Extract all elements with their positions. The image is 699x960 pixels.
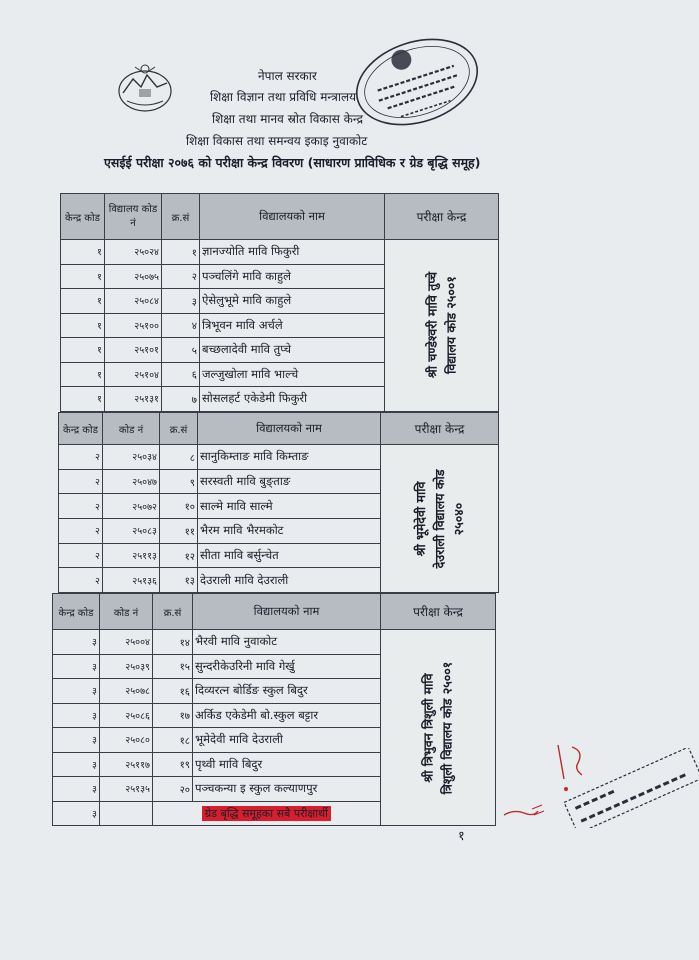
school-code-cell: २५००४ (100, 630, 153, 655)
serial-cell: ११ (160, 519, 198, 544)
serial-cell: १३ (160, 568, 198, 593)
center-code-cell: ३ (53, 752, 100, 777)
col-header-exam-center: परीक्षा केन्द्र (381, 413, 499, 445)
government-emblem-icon (113, 61, 177, 113)
col-header-school-name: विद्यालयको नाम (198, 413, 381, 445)
school-code-cell: २५०३४ (103, 445, 160, 470)
serial-cell: १८ (153, 728, 193, 753)
center-code-cell: २ (59, 445, 103, 470)
center-code-cell: ३ (53, 630, 100, 655)
school-name-cell: भैरवी मावि नुवाकोट (193, 630, 381, 655)
col-header-school-code: कोड नं (103, 413, 160, 445)
center-code-cell: ३ (53, 654, 100, 679)
school-code-cell: २५०३९ (100, 654, 153, 679)
page-number: १ (458, 829, 465, 844)
school-code-cell: २५०२४ (105, 240, 162, 265)
school-code-cell: २५०४७ (103, 469, 160, 494)
school-name-cell: सुन्दरीकेउरिनी मावि गेर्खु (193, 654, 381, 679)
center-code-cell: १ (61, 240, 105, 265)
exam-center-code: विद्यालय कोड २५००१ (442, 276, 458, 375)
school-code-cell: २५१३६ (103, 568, 160, 593)
serial-cell: १९ (153, 752, 193, 777)
serial-cell: १२ (160, 543, 198, 568)
serial-cell: १ (162, 240, 200, 265)
school-code-cell: २५०८० (100, 728, 153, 753)
exam-center-cell (385, 240, 499, 412)
center-code-cell: १ (61, 338, 105, 363)
school-name-cell: पृथ्वी मावि बिदुर (193, 752, 381, 777)
center-code-cell: १ (61, 362, 105, 387)
school-name-cell: ज्ञानज्योति मावि फिकुरी (200, 240, 385, 265)
serial-cell: ३ (162, 289, 200, 314)
col-header-center-code: केन्द्र कोड (53, 594, 100, 630)
school-name-cell: भैरम मावि भैरमकोट (198, 519, 381, 544)
school-code-cell: २५०७५ (105, 264, 162, 289)
col-header-serial: क्र.सं (162, 194, 200, 240)
serial-cell: १५ (153, 654, 193, 679)
serial-cell: ९ (160, 469, 198, 494)
document-title: एसईई परीक्षा २०७६ को परीक्षा केन्द्र विवरण (साधारण प्राविधिक र ग्रेड बृद्धि समूह) (104, 155, 481, 170)
exam-center-name-2: देउराली विद्यालय कोड (431, 469, 447, 568)
school-code-cell: २५०७२ (103, 494, 160, 519)
serial-cell: २ (162, 264, 200, 289)
header-unit: शिक्षा विकास तथा समन्वय इकाइ नुवाकोट (186, 134, 368, 148)
table-row (61, 240, 499, 265)
center-code-cell: १ (61, 289, 105, 314)
center-code-cell: २ (59, 519, 103, 544)
center-code-cell: १ (61, 387, 105, 412)
center-code-cell: ३ (53, 703, 100, 728)
header-government: नेपाल सरकार (258, 69, 317, 83)
school-name-cell: पञ्चलिंगे मावि काहुले (200, 264, 385, 289)
signatory-stamp-icon (556, 748, 699, 828)
school-code-cell: २५१३५ (100, 777, 153, 802)
exam-center-table-3 (52, 593, 496, 826)
school-name-cell: देउराली मावि देउराली (198, 568, 381, 593)
school-code-cell: २५०८३ (103, 519, 160, 544)
school-name-cell: सरस्वती मावि बुङ्ताङ (198, 469, 381, 494)
center-code-cell: २ (59, 494, 103, 519)
serial-cell: २० (153, 777, 193, 802)
school-name-cell: सीता मावि बर्सुन्चेत (198, 543, 381, 568)
exam-center-name: श्री भूमेदेवी मावि (412, 481, 428, 556)
col-header-serial: क्र.सं (153, 594, 193, 630)
center-code-cell: २ (59, 543, 103, 568)
exam-center-table-2 (58, 412, 499, 593)
serial-cell: १६ (153, 679, 193, 704)
center-code-cell: ३ (53, 801, 100, 826)
school-name-cell: अर्किड एकेडेमी बो.स्कुल बट्टार (193, 703, 381, 728)
exam-center-name: श्री चण्डेश्वरी मावि तुप्चे (423, 272, 439, 379)
exam-center-cell (381, 630, 496, 826)
school-code-cell: २५११७ (100, 752, 153, 777)
col-header-exam-center: परीक्षा केन्द्र (381, 594, 496, 630)
col-header-serial: क्र.सं (160, 413, 198, 445)
exam-center-name: श्री त्रिभुवन त्रिशुली मावि (420, 672, 436, 783)
school-code-cell: २५०८६ (100, 703, 153, 728)
school-name-cell: ऐसेलुभूमे मावि काहुले (200, 289, 385, 314)
school-code-cell: २५०७८ (100, 679, 153, 704)
school-name-cell: भूमेदेवी मावि देउराली (193, 728, 381, 753)
center-code-cell: ३ (53, 728, 100, 753)
school-name-cell: सोसलहर्ट एकेडेमी फिकुरी (200, 387, 385, 412)
col-header-school-name: विद्यालयको नाम (200, 194, 385, 240)
school-name-cell: दिव्यरत्न बोर्डिङ स्कुल बिदुर (193, 679, 381, 704)
serial-cell: १४ (153, 630, 193, 655)
office-stamp-icon (347, 26, 487, 138)
exam-center-cell (381, 445, 499, 593)
center-code-cell: २ (59, 568, 103, 593)
serial-cell: १० (160, 494, 198, 519)
school-code-cell: २५०८४ (105, 289, 162, 314)
school-code-cell: २५१०१ (105, 338, 162, 363)
school-code-cell: २५१३१ (105, 387, 162, 412)
school-name-cell: जल्जुखोला मावि भाल्चे (200, 362, 385, 387)
center-code-cell: १ (61, 313, 105, 338)
col-header-school-name: विद्यालयको नाम (193, 594, 381, 630)
school-name-cell: त्रिभूवन मावि अर्चले (200, 313, 385, 338)
serial-cell: ६ (162, 362, 200, 387)
table-row (53, 630, 496, 655)
table-row (59, 445, 499, 470)
center-code-cell: ३ (53, 679, 100, 704)
school-name-cell: सानुकिम्ताङ मावि किम्ताङ (198, 445, 381, 470)
header-center: शिक्षा तथा मानव स्रोत विकास केन्द्र (212, 112, 363, 126)
col-header-center-code: केन्द्र कोड (59, 413, 103, 445)
school-code-cell: २५१०४ (105, 362, 162, 387)
col-header-exam-center: परीक्षा केन्द्र (385, 194, 499, 240)
col-header-center-code: केन्द्र कोड (61, 194, 105, 240)
col-header-school-code: कोड नं (100, 594, 153, 630)
serial-cell: ८ (160, 445, 198, 470)
serial-cell: १७ (153, 703, 193, 728)
header-ministry: शिक्षा विज्ञान तथा प्रविधि मन्त्रालय (210, 90, 357, 104)
col-header-school-code: विद्यालय कोड नं (105, 194, 162, 240)
school-name-cell: पञ्चकन्या इ स्कुल कल्याणपुर (193, 777, 381, 802)
school-code-cell: २५११३ (103, 543, 160, 568)
school-code-cell: २५१०० (105, 313, 162, 338)
center-code-cell: १ (61, 264, 105, 289)
center-code-cell: २ (59, 469, 103, 494)
school-name-cell: बच्छलादेवी मावि तुप्चे (200, 338, 385, 363)
center-code-cell: ३ (53, 777, 100, 802)
serial-cell: ५ (162, 338, 200, 363)
exam-center-code: त्रिशुली विद्यालय कोड २५००१ (439, 661, 454, 794)
exam-center-code: २५०४० (449, 502, 465, 535)
grade-improvement-note: ग्रेड बृद्धि समूहका सबै परीक्षार्थी (202, 806, 331, 821)
school-name-cell: साल्मे मावि साल्मे (198, 494, 381, 519)
serial-cell: ४ (162, 313, 200, 338)
serial-cell: ७ (162, 387, 200, 412)
exam-center-table-1 (60, 193, 499, 412)
